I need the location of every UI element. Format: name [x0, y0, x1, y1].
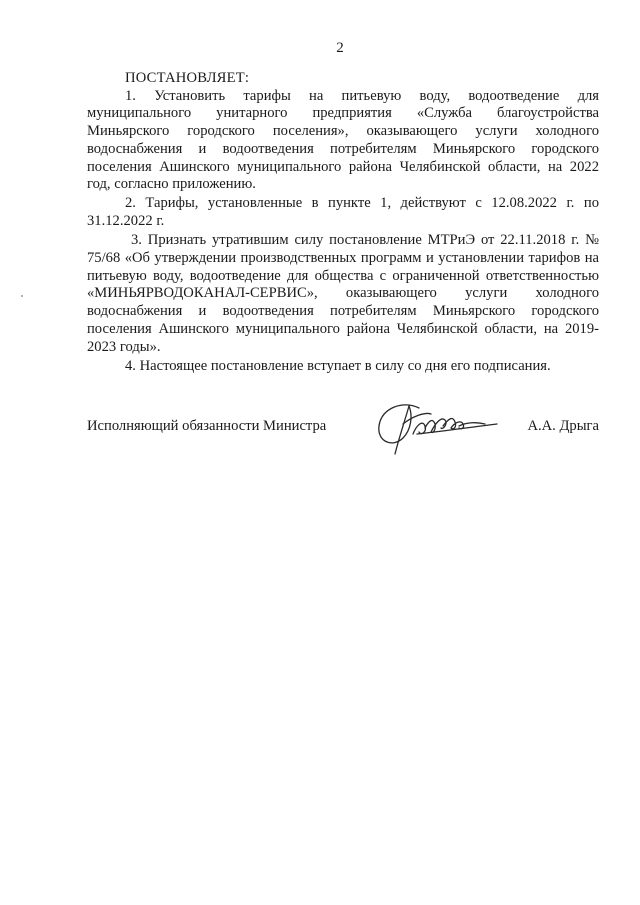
scan-speck: [21, 295, 23, 297]
signatory-position: Исполняющий обязанности Министра: [87, 418, 327, 434]
paragraph-1: 1. Установить тарифы на питьевую воду, водоотведение для муниципального унитарного предприятия «Служба благоустройства Миньярского городского поселения», оказывающего услуги холодного водоснабжения и водоотведения потребителям Миньярского городского поселения Ашинского муниципального района Челябинской области, на 2022 год, согласно приложению.: [87, 87, 599, 193]
paragraph-4: 4. Настоящее постановление вступает в силу со дня его подписания.: [125, 358, 551, 375]
page-number: 2: [336, 40, 344, 56]
resolution-heading: ПОСТАНОВЛЯЕТ:: [125, 70, 250, 86]
signatory-name: А.А. Дрыга: [527, 418, 599, 434]
document-body: [87, 70, 599, 376]
paragraph-3: 3. Признать утратившим силу постановление МТРиЭ от 22.11.2018 г. № 75/68 «Об утверждении производственных программ и установлении тарифов на питьевую воду, водоотведение для общества с ограниченной ответственностью «МИНЬЯРВОДОКАНАЛ-СЕРВИС», оказывающего услуги холодного водоснабжения и водоотведения потребителям Миньярского городского поселения Ашинского муниципального района Челябинской области, на 2019-2023 годы».: [87, 232, 599, 355]
handwritten-signature: [373, 394, 503, 458]
signature-block: [87, 394, 599, 464]
paragraph-2: 2. Тарифы, установленные в пункте 1, действуют с 12.08.2022 г. по 31.12.2022 г.: [87, 194, 599, 229]
